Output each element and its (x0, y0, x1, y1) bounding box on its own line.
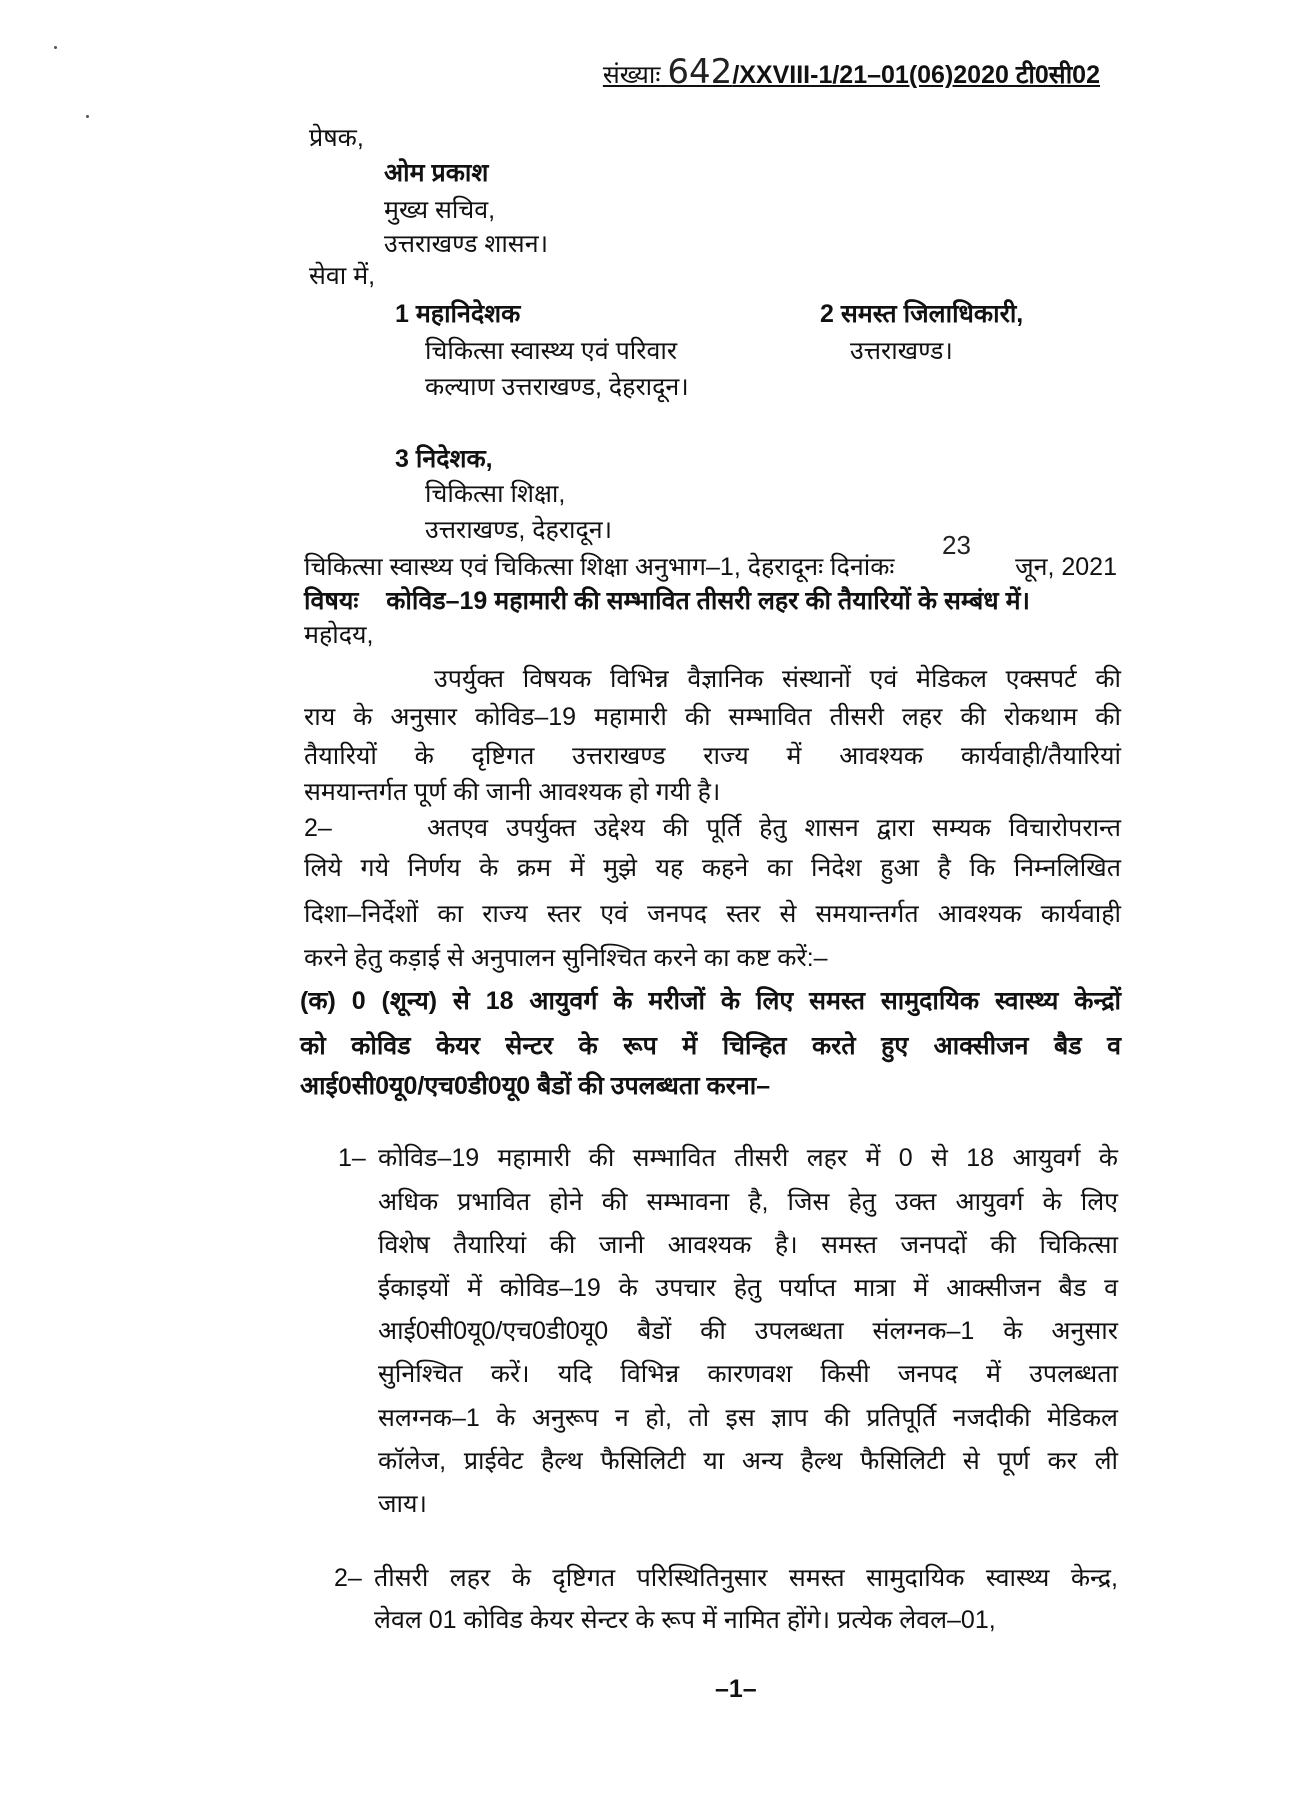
recipient-1-line: कल्याण उत्तराखण्ड, देहरादून। (425, 373, 689, 401)
dateline-text: चिकित्सा स्वास्थ्य एवं चिकित्सा शिक्षा अनुभाग–1, देहरादूनः दिनांकः (304, 553, 895, 581)
para1-line: राय के अनुसार कोविड–19 महामारी की सम्भावित तीसरी लहर की रोकथाम की (304, 703, 1121, 731)
subject-label: विषयः (304, 587, 359, 615)
salutation: महोदय, (304, 621, 374, 649)
dateline-month: जून, 2021 (1015, 553, 1117, 581)
recipient-2-line: उत्तराखण्ड। (850, 337, 953, 365)
recipient-1: 1 महानिदेशक (395, 300, 521, 328)
section-ka-line: को कोविड केयर सेन्टर के रूप में चिन्हित करते हुए आक्सीजन बैड व (300, 1032, 1121, 1060)
item1-line: कोविड–19 महामारी की सम्भावित तीसरी लहर में 0 से 18 आयुवर्ग के (378, 1144, 1118, 1172)
para1-line: तैयारियों के दृष्टिगत उत्तराखण्ड राज्य में आवश्यक कार्यवाही/तैयारियां (304, 742, 1121, 770)
section-ka-line: (क) 0 (शून्य) से 18 आयुवर्ग के मरीजों के लिए समस्त सामुदायिक स्वास्थ्य केन्द्रों (300, 987, 1121, 1015)
para1-line: समयान्तर्गत पूर्ण की जानी आवश्यक हो गयी है। (304, 778, 721, 806)
item1-line: सुनिश्चित करें। यदि विभिन्न कारणवश किसी जनपद में उपलब्धता (378, 1360, 1118, 1388)
recipient-1-line: चिकित्सा स्वास्थ्य एवं परिवार (425, 337, 678, 365)
page-number: –1– (715, 1675, 757, 1703)
scan-speck (86, 115, 89, 118)
item1-line: ईकाइयों में कोविड–19 के उपचार हेतु पर्याप्त मात्रा में आक्सीजन बैड व (378, 1274, 1118, 1302)
sender-designation: मुख्य सचिव, (384, 196, 496, 224)
para1-line: उपर्युक्त विषयक विभिन्न वैज्ञानिक संस्थानों एवं मेडिकल एक्सपर्ट की (434, 665, 1121, 693)
sender-name: ओम प्रकाश (384, 159, 489, 187)
para2-line: करने हेतु कड़ाई से अनुपालन सुनिश्चित करने का कष्ट करें:– (304, 944, 828, 972)
recipient-3-line: चिकित्सा शिक्षा, (425, 480, 566, 508)
recipient-3: 3 निदेशक, (395, 445, 493, 473)
handwritten-day: 23 (942, 530, 971, 560)
section-ka-line: आई0सी0यू0/एच0डी0यू0 बैडों की उपलब्धता करना– (300, 1072, 771, 1100)
ref-prefix: संख्याः (602, 61, 661, 89)
reference-number (602, 52, 1100, 92)
item2-line: तीसरी लहर के दृष्टिगत परिस्थितिनुसार समस्त सामुदायिक स्वास्थ्य केन्द्र, (374, 1564, 1118, 1592)
item2-line: लेवल 01 कोविड केयर सेन्टर के रूप में नामित होंगे। प्रत्येक लेवल–01, (374, 1606, 996, 1634)
item1-line: जाय। (378, 1490, 428, 1518)
para2-line: लिये गये निर्णय के क्रम में मुझे यह कहने का निदेश हुआ है कि निम्नलिखित (304, 854, 1121, 882)
item1-line: आई0सी0यू0/एच0डी0यू0 बैडों की उपलब्धता संलग्नक–1 के अनुसार (378, 1317, 1118, 1345)
item1-line: विशेष तैयारियां की जानी आवश्यक है। समस्त जनपदों की चिकित्सा (378, 1231, 1118, 1259)
scan-speck (54, 46, 57, 49)
recipients-label: सेवा में, (309, 262, 376, 290)
item1-number: 1– (338, 1144, 366, 1172)
para2-line: दिशा–निर्देशों का राज्य स्तर एवं जनपद स्तर से समयान्तर्गत आवश्यक कार्यवाही (304, 900, 1121, 928)
para2-number: 2– (304, 814, 332, 842)
subject (304, 585, 1030, 617)
item1-line: सलग्नक–1 के अनुरूप न हो, तो इस ज्ञाप की प्रतिपूर्ति नजदीकी मेडिकल (378, 1404, 1118, 1432)
para2-line: अतएव उपर्युक्त उद्देश्य की पूर्ति हेतु शासन द्वारा सम्यक विचारोपरान्त (427, 814, 1121, 842)
subject-text: कोविड–19 महामारी की सम्भावित तीसरी लहर की तैयारियों के सम्बंध में। (386, 587, 1031, 615)
sender-label: प्रेषक, (309, 124, 364, 152)
handwritten-number: 642 (667, 52, 733, 92)
recipient-2: 2 समस्त जिलाधिकारी, (820, 300, 1024, 328)
item1-line: अधिक प्रभावित होने की सम्भावना है, जिस हेतु उक्त आयुवर्ग के लिए (378, 1188, 1118, 1216)
recipient-3-line: उत्तराखण्ड, देहरादून। (425, 516, 613, 544)
sender-office: उत्तराखण्ड शासन। (384, 230, 549, 258)
ref-code: /XXVIII-1/21–01(06)2020 टी0सी02 (732, 61, 1100, 89)
item1-line: कॉलेज, प्राईवेट हैल्थ फैसिलिटी या अन्य हैल्थ फैसिलिटी से पूर्ण कर ली (378, 1447, 1118, 1475)
item2-number: 2– (334, 1564, 362, 1592)
